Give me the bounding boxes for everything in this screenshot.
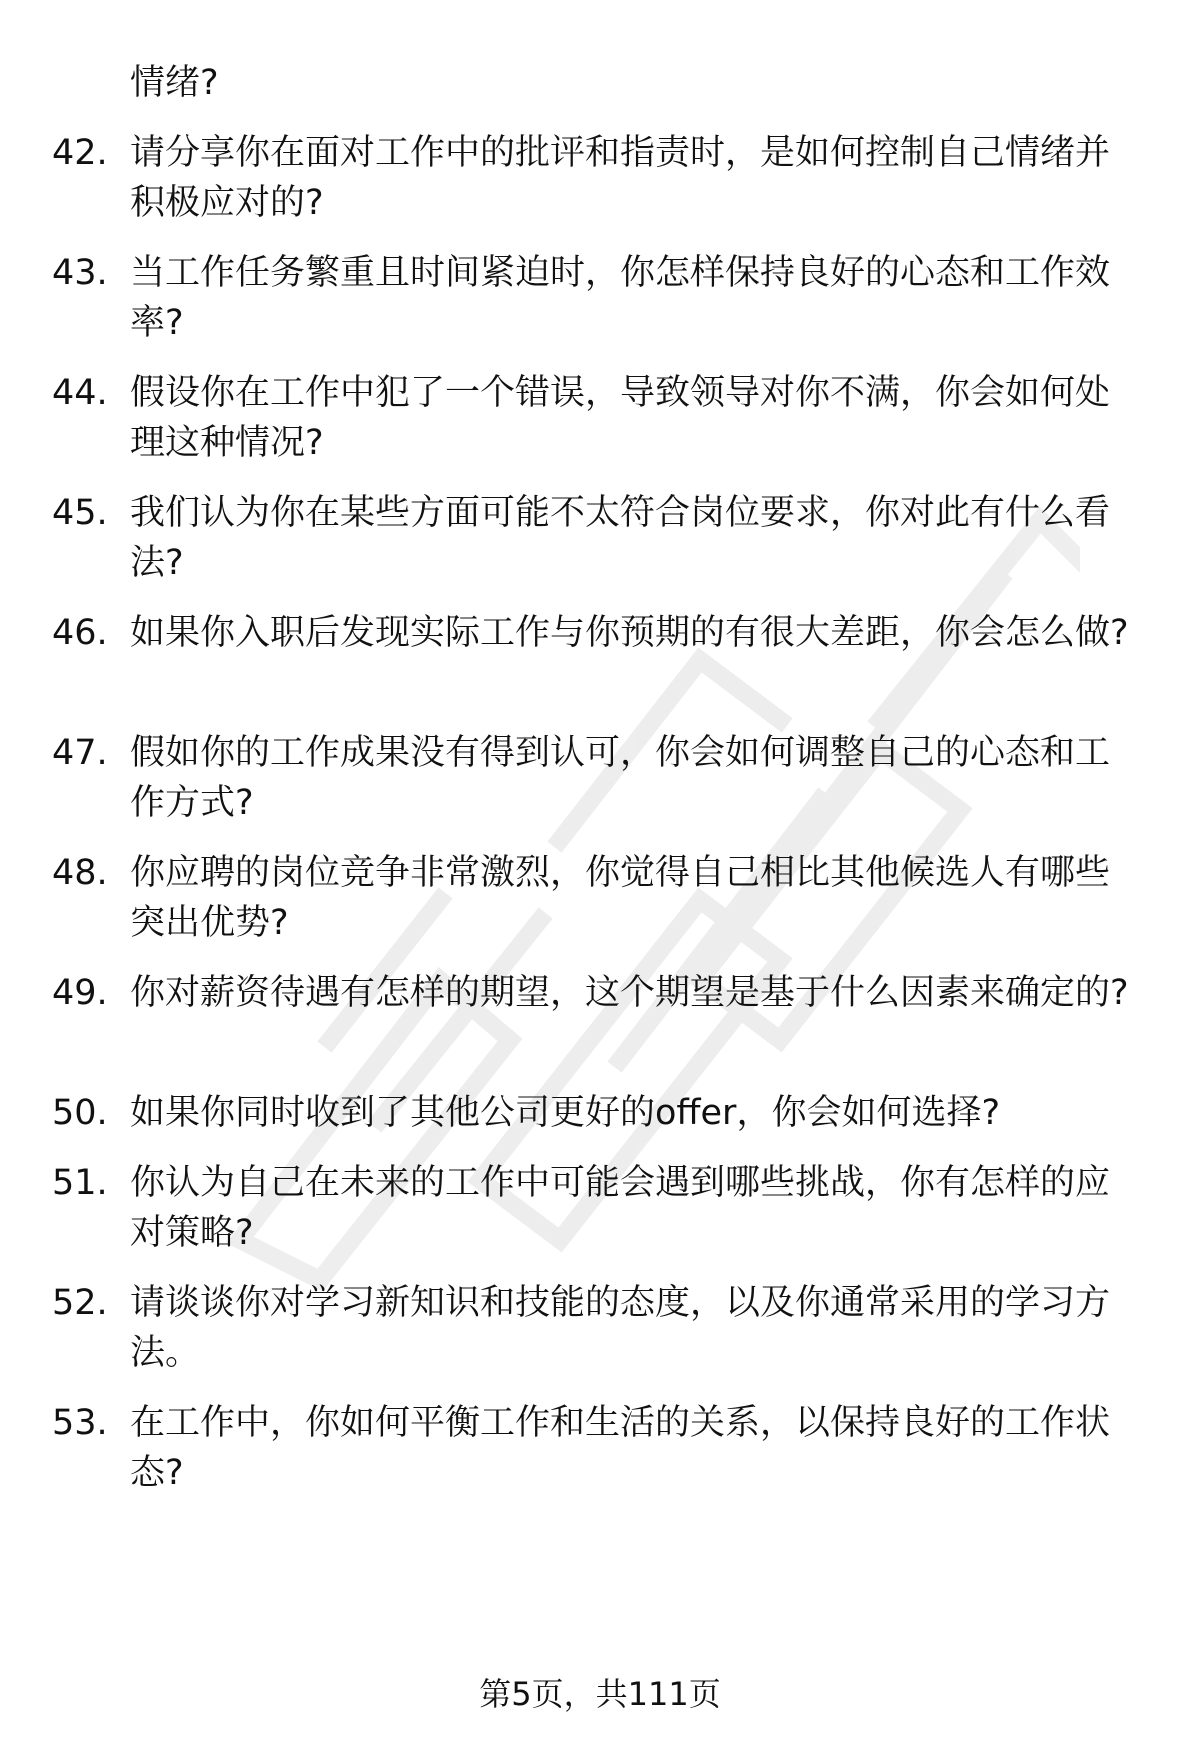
question-number: 52. — [52, 1283, 108, 1323]
question-text: 你对薪资待遇有怎样的期望，这个期望是基于什么因素来确定的? — [130, 973, 1129, 1013]
question-text: 你认为自己在未来的工作中可能会遇到哪些挑战，你有怎样的应对策略? — [130, 1163, 1111, 1253]
question-text: 假如你的工作成果没有得到认可，你会如何调整自己的心态和工作方式? — [130, 733, 1111, 823]
question-number: 49. — [52, 973, 108, 1013]
page-footer: 第5页，共111页 — [479, 1675, 721, 1713]
question-text: 在工作中，你如何平衡工作和生活的关系，以保持良好的工作状态? — [130, 1403, 1111, 1493]
question-text: 请谈谈你对学习新知识和技能的态度，以及你通常采用的学习方法。 — [130, 1283, 1111, 1373]
question-number: 44. — [52, 373, 108, 413]
question-number: 46. — [52, 613, 108, 653]
question-number: 53. — [52, 1403, 108, 1443]
question-text: 如果你入职后发现实际工作与你预期的有很大差距，你会怎么做? — [130, 613, 1129, 653]
question-number: 48. — [52, 853, 108, 893]
question-number: 50. — [52, 1093, 108, 1133]
question-text: 我们认为你在某些方面可能不太符合岗位要求，你对此有什么看法? — [130, 493, 1111, 583]
question-number: 42. — [52, 133, 108, 173]
carryover-text: 情绪? — [130, 63, 219, 103]
question-text: 你应聘的岗位竞争非常激烈，你觉得自己相比其他候选人有哪些突出优势? — [130, 853, 1111, 943]
question-text: 如果你同时收到了其他公司更好的offer，你会如何选择? — [130, 1093, 1001, 1133]
question-text: 当工作任务繁重且时间紧迫时，你怎样保持良好的心态和工作效率? — [130, 253, 1111, 343]
question-number: 47. — [52, 733, 108, 773]
question-text: 假设你在工作中犯了一个错误，导致领导对你不满，你会如何处理这种情况? — [130, 373, 1111, 463]
question-text: 请分享你在面对工作中的批评和指责时，是如何控制自己情绪并积极应对的? — [130, 133, 1111, 223]
question-number: 45. — [52, 493, 108, 533]
question-number: 51. — [52, 1163, 108, 1203]
question-number: 43. — [52, 253, 108, 293]
